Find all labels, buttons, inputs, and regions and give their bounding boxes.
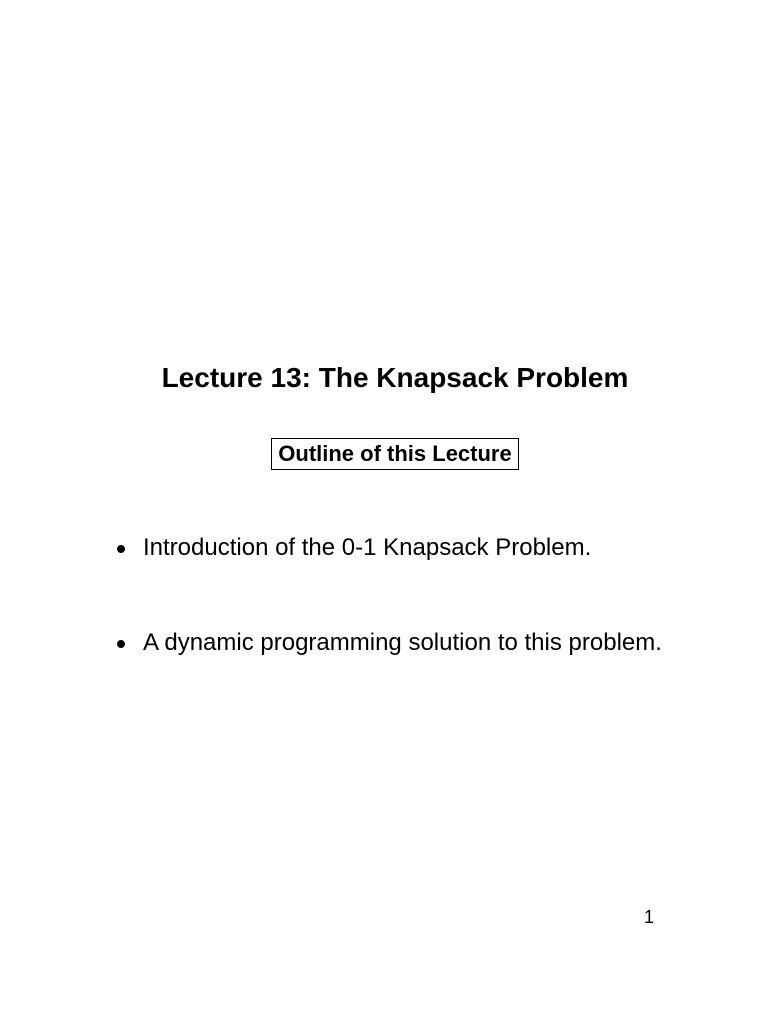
page-number: 1 [644,907,655,927]
bullet-marker-icon [117,545,125,553]
outline-heading-box: Outline of this Lecture [271,438,518,470]
bullet-item [114,628,754,658]
outline-container [95,438,695,470]
bullet-item [114,533,754,563]
slide-title: Lecture 13: The Knapsack Problem [161,362,629,393]
title-container [95,361,695,395]
bullet-text: A dynamic programming solution to this problem. [143,629,662,656]
bullet-text: Introduction of the 0-1 Knapsack Problem. [143,534,592,561]
bullet-marker-icon [117,640,125,648]
